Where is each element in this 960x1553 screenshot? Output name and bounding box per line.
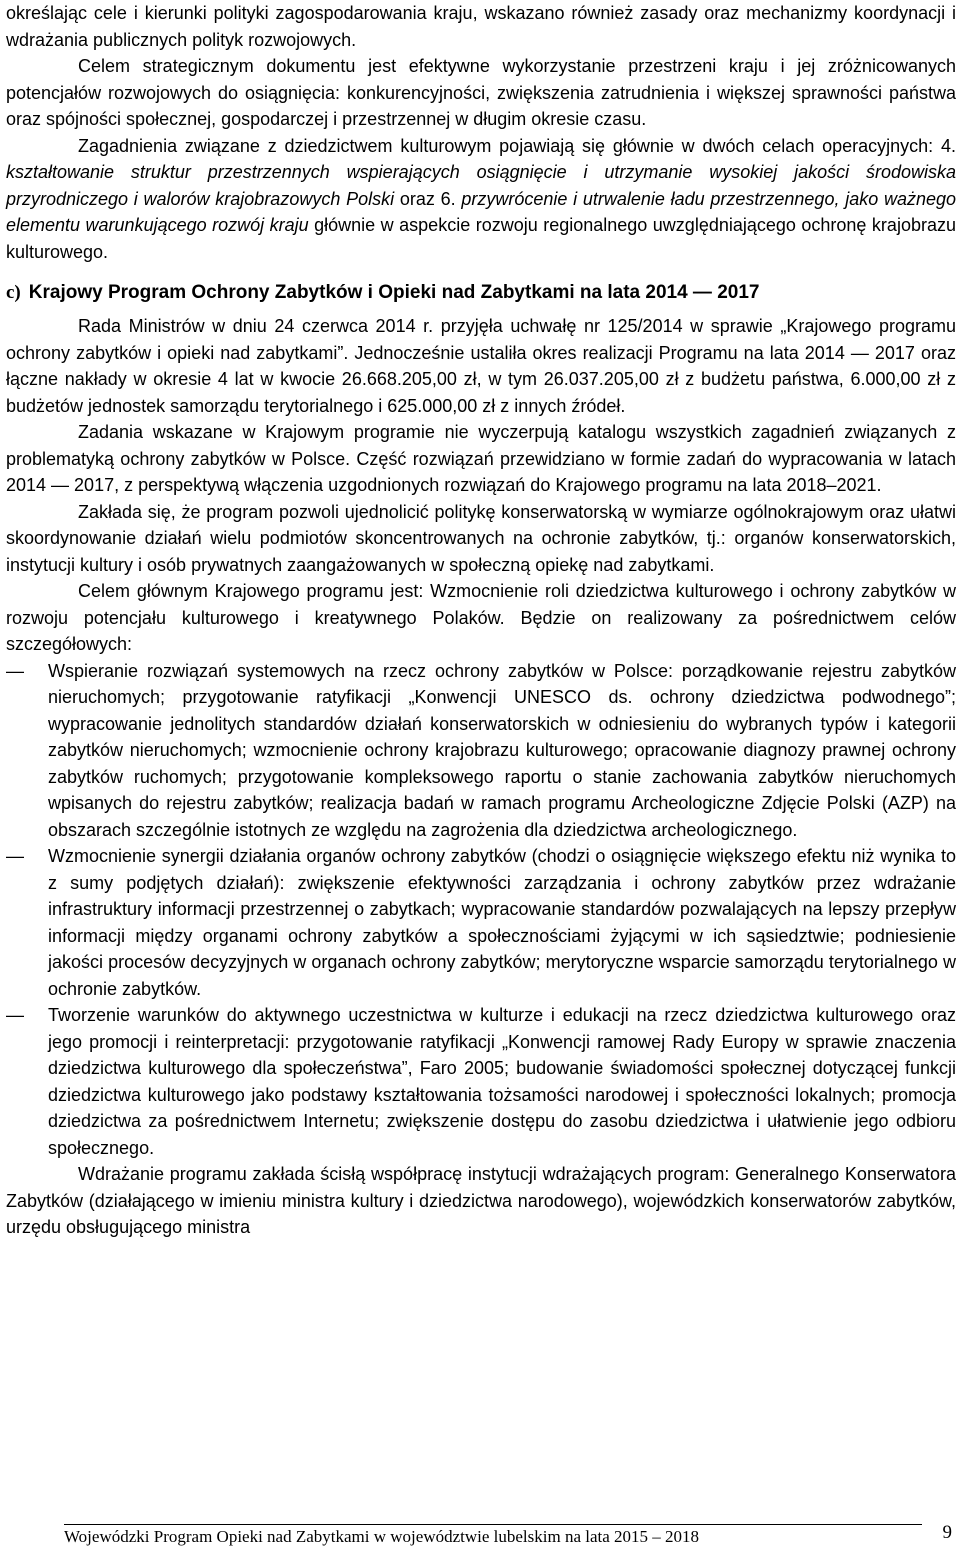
operational-goal-4: kształtowanie struktur przestrzennych wspierających osiągnięcie i utrzymanie wysokiej jakości środowiska przyrodniczego i walorów krajobrazowych Polski xyxy=(6,162,956,209)
paragraph-implementation: Wdrażanie programu zakłada ścisłą współpracę instytucji wdrażających program: Generalnego Konserwatora Zabytków (działającego w imieniu ministra kultury i dziedzictwa narodowego), wojewódzkich konserwatorów zabytków, urzędu obsługującego ministra xyxy=(6,1164,956,1237)
section-heading xyxy=(6,279,956,307)
list-item xyxy=(6,658,956,844)
document-page xyxy=(6,0,956,1241)
page-number: 9 xyxy=(942,1522,952,1543)
operational-goals-text: Zagadnienia związane z dziedzictwem kulturowym pojawiają się głównie w dwóch celach operacyjnych: 4. xyxy=(78,135,956,156)
section-title: Krajowy Program Ochrony Zabytków i Opieki nad Zabytkami na lata 2014 — 2017 xyxy=(28,282,760,303)
dash-bullet-icon: — xyxy=(6,846,24,866)
paragraph-tasks: Zadania wskazane w Krajowym programie nie wyczerpują katalogu wszystkich zagadnień związanych z problematyką ochrony zabytków w Polsce. Część rozwiązań przewidziano w formie zadań do wypracowania w latach 2014 — 2017, z perspektywą włączenia uzgodnionych rozwiązań do Krajowego programu na lata 2018–2021. xyxy=(6,422,956,495)
footer-divider xyxy=(64,1524,922,1525)
list-item-text: Tworzenie warunków do aktywnego uczestnictwa w kulturze i edukacji na rzecz dziedzictwa kulturowego oraz jego promocji i reinterpretacji: przygotowanie ratyfikacji „Konwencji ramowej Rady Europy w sprawie znaczenia dziedzictwa kulturowego dla społeczeństwa”, Faro 2005; budowanie świadomości społecznej dotyczącej funkcji dziedzictwa kulturowego jako podstawy kształtowania tożsamości narodowej i społeczności lokalnych; promocja dziedzictwa za pośrednictwem Internetu; zwiększenie dostępu do zasobu dziedzictwa i ułatwienie jego odbioru społecznego. xyxy=(48,1005,956,1158)
operational-goals-connector: oraz 6. xyxy=(394,188,462,209)
list-item xyxy=(6,1002,956,1161)
dash-bullet-icon: — xyxy=(6,660,24,681)
paragraph-operational-goals xyxy=(6,133,956,266)
dash-bullet-icon: — xyxy=(6,1005,24,1025)
paragraph-resolution: Rada Ministrów w dniu 24 czerwca 2014 r. przyjęła uchwałę nr 125/2014 w sprawie „Krajowego programu ochrony zabytków i opieki nad zabytkami”. Jednocześnie ustaliła okres realizacji Programu na lata 2014 — 2017 oraz łączne nakłady w okresie 4 lat w kwocie 26.668.205,00 zł, w tym 26.037.205,00 zł z budżetu państwa, 6.000,00 zł z budżetów jednostek samorządu terytorialnego i 625.000,00 zł z innych źródeł. xyxy=(6,316,956,416)
specific-goals-list xyxy=(6,658,956,1162)
paragraph-main-goal: Celem głównym Krajowego programu jest: Wzmocnienie roli dziedzictwa kulturowego i ochrony zabytków w rozwoju potencjału kulturowego i kreatywnego Polaków. Będzie on realizowany za pośrednictwem celów szczegółowych: xyxy=(6,581,956,654)
paragraph-intro-continuation: określając cele i kierunki polityki zagospodarowania kraju, wskazano również zasady oraz mechanizmy koordynacji i wdrażania publicznych polityk rozwojowych. xyxy=(6,3,956,50)
paragraph-assumptions: Zakłada się, że program pozwoli ujednolicić politykę konserwatorską w wymiarze ogólnokrajowym oraz ułatwi skoordynowanie działań wielu podmiotów skoncentrowanych na ochronie zabytków, tj.: organów konserwatorskich, instytucji kultury i osób prywatnych zaangażowanych w społeczną opiekę nad zabytkami. xyxy=(6,501,956,575)
paragraph-strategic-goal: Celem strategicznym dokumentu jest efektywne wykorzystanie przestrzeni kraju i jej zróżnicowanych potencjałów rozwojowych do osiągnięcia: konkurencyjności, zwiększenia zatrudnienia i większej sprawności państwa oraz spójności społecznej, gospodarczej i przestrzennej w długim okresie czasu. xyxy=(6,56,956,129)
operational-goal-6: przywrócenie i utrwalenie ładu przestrzennego, jako ważnego elementu warunkującego rozwój kraju xyxy=(6,188,956,235)
list-item xyxy=(6,843,956,1002)
list-item-text: Wzmocnienie synergii działania organów ochrony zabytków (chodzi o osiągnięcie większego efektu niż wynika to z sumy podjętych działań): zwiększenie efektywności zarządzania i ochrony zabytków przez wdrażanie infrastruktury informacji przestrzennej o zabytkach; wypracowanie standardów pozwalających na lepszy przepływ informacji między organami ochrony zabytków a społecznościami żyjącymi w ich sąsiedztwie; podniesienie jakości procesów decyzyjnych w organach ochrony zabytków; merytoryczne wsparcie samorządu terytorialnego w ochronie zabytków. xyxy=(48,846,956,999)
operational-goals-tail: głównie w aspekcie rozwoju regionalnego uwzględniającego ochronę krajobrazu kulturowego. xyxy=(6,215,956,262)
section-letter: c) xyxy=(6,282,21,303)
list-item-text: Wspieranie rozwiązań systemowych na rzecz ochrony zabytków w Polsce: porządkowanie rejestru zabytków nieruchomych; przygotowanie ratyfikacji „Konwencji UNESCO ds. ochrony dziedzictwa podwodnego”; wypracowanie jednolitych standardów działań konserwatorskich w odniesieniu do wybranych typów i kategorii zabytków nieruchomych; wzmocnienie ochrony krajobrazu kulturowego; opracowanie diagnozy prawnej ochrony zabytków ruchomych; przygotowanie kompleksowego raportu o stanie zachowania zabytków nieruchomych wpisanych do rejestru zabytków; realizacja badań w ramach programu Archeologiczne Zdjęcie Polski (AZP) na obszarach szczególnie istotnych ze względu na zagrożenia dla dziedzictwa archeologicznego. xyxy=(48,660,956,840)
footer-title: Wojewódzki Program Opieki nad Zabytkami w województwie lubelskim na lata 2015 – 2018 xyxy=(64,1527,700,1546)
